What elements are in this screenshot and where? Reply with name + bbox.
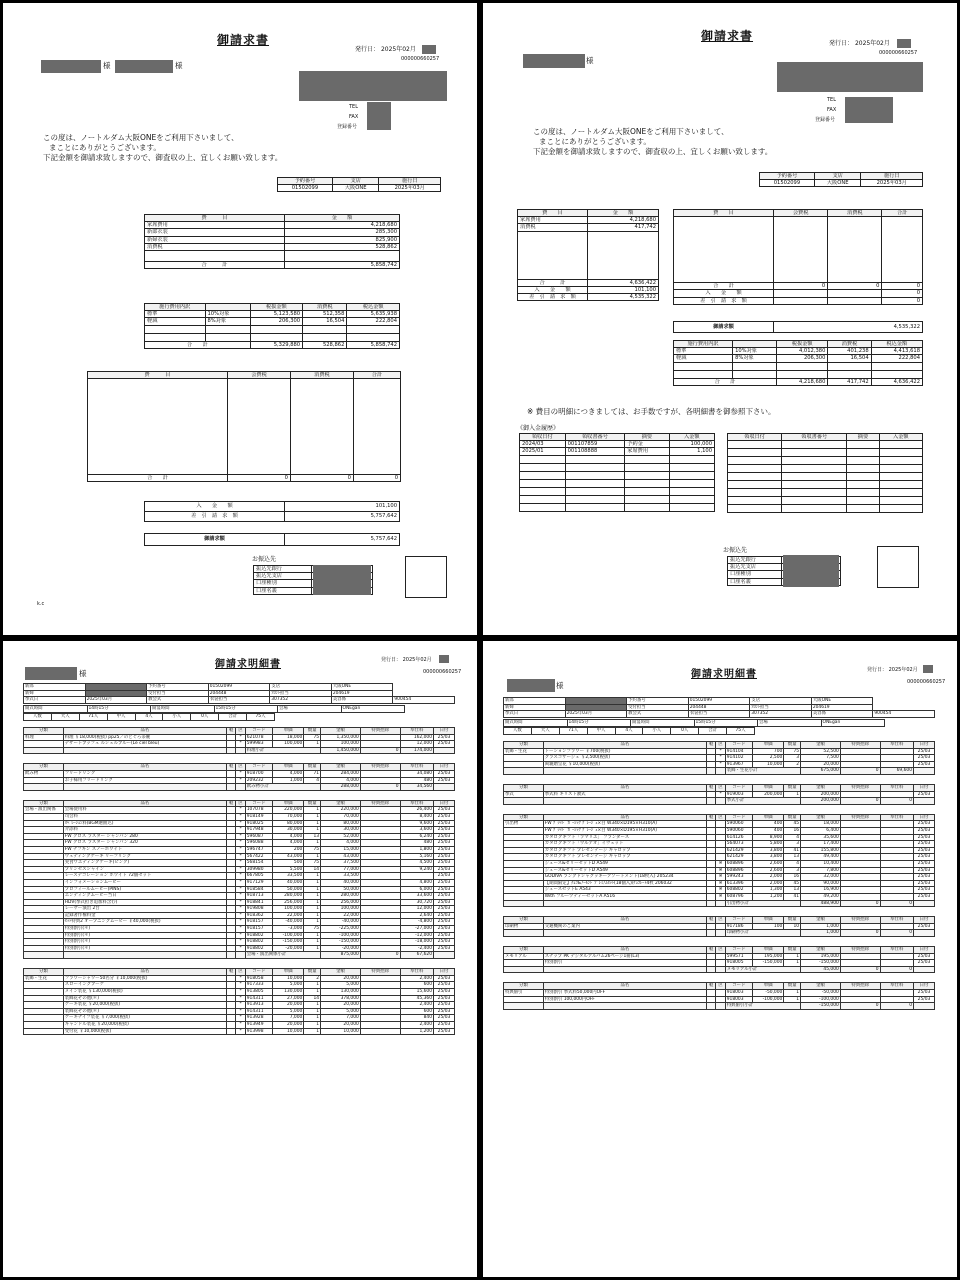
section-table: 分類 品名 軽 区 コード 単価 数量 金額 特典控除 奉仕料 日付 印刷物 交通機関のご案内 917186 100 10 1,000 25/03 印刷物小計 1,000 0 0 xyxy=(503,916,935,937)
tax-breakdown-table: 施行費用内訳 税抜金額 消費税 税込金額 標準 10%対象 5,123,580 512,358 5,635,938 軽減 8%対象 206,300 16,504 222,804 合 計 5,329,880 528,862 5,858,742 xyxy=(144,303,400,349)
table-row: カタログギフト「ラマリエ」 フランダース 614126 8,900 4 35,600 25/03 xyxy=(504,834,935,841)
time-table: 開式時間 14時15分 開宴時間 15時15分 会場 ONEgan xyxy=(503,719,885,727)
cost-table-left: 費 目 金 額 家席費用 4,218,680 消費税 417,742 合 計 4,636,422 入 金 額 101,100 差 引 請 求 額 4,535,322 xyxy=(517,209,659,301)
table-row: 引出物 FW ｸﾞﾗｲﾄﾞ ｶﾞｰｼｯｸ ｸﾞﾚｰｼﾞｭ×白 W340×D195×H310(A) 590060 400 45 18,000 25/03 xyxy=(504,821,935,828)
table-row: GODIVA ラングドシャクッキーアソートメント(18枚入) 205234 ※ 599243 2,000 16 32,000 25/03 xyxy=(504,874,935,881)
section-table: 分類 品名 軽 区 コード 単価 数量 金額 特典控除 奉仕料 日付 装飾・生花 フラワーシャワー50名分 ￥10,000(税抜) * 918058 10,000 2 20,000 2,400 25/03 スローイングブーケ * 917333 5,000 1 5,000 600 25/03 メイン装花 ￥130,000(税抜) * 913805 130,000 1 130,000 15,600 25/03 装飾花その他(＊) * 914311 27,000 14 378,000 45,360 25/03 ケーキ装花 ￥20,000(税抜) * 913913 20,000 1 20,000 2,400 25/03 装飾花その他(＊) * 914311 5,000 1 5,000 600 25/03 ケーキナイフ装花 ￥7,000(税抜) * 913928 7,000 1 7,000 840 25/03 キャンドル装花 ￥20,000(税抜) * 913949 20,000 1 20,000 2,400 25/03 受付花 ￥10,000(税抜) * 913998 10,000 1 10,000 1,200 25/03 xyxy=(23,968,455,1035)
page4-doc-no: 000000660257 xyxy=(907,679,946,685)
history-title: 《御入金履歴》 xyxy=(517,425,560,432)
fax-label: FAX xyxy=(349,114,359,120)
redaction xyxy=(523,54,585,68)
table-row: スローイングブーケ * 917333 5,000 1 5,000 600 25/03 xyxy=(24,982,455,989)
page2-doc-no: 000000660257 xyxy=(879,50,918,56)
table-row: エンディングムービー当日 * 918713 280,000 1 280,000 33,600 25/03 xyxy=(24,893,455,900)
addressee-suffix: 様 xyxy=(586,56,594,65)
table-row: ｾｯﾄ特典2 オープニングムービー ￥40,000(税抜) * 918157 -40,000 1 -40,000 -4,800 25/03 xyxy=(24,919,455,926)
table-row: 装飾花その他(＊) * 914311 27,000 14 378,000 45,360 25/03 xyxy=(24,995,455,1002)
guest-table: 人数 大人 71人 中人 4人 小人 0人 合計 75人 xyxy=(23,713,275,721)
table-row: FW クロス ラスター シャンパン 320 * 596088 4,000 1 4,000 480 25/03 xyxy=(24,840,455,847)
table-row: 挙式 挙式料 キリスト教式 * 919003 200,000 1 200,000 25/03 xyxy=(504,791,935,798)
statement-page-2 xyxy=(483,641,957,1277)
table-row: お子様用フリードリンク * 209232 1,000 4 4,000 480 25/03 xyxy=(24,777,455,784)
table-row: ｵﾍﾟﾚｰｼｮﾝ料(BGM選曲込) * 918025 80,000 1 80,000 9,600 25/03 xyxy=(24,820,455,827)
guest-table: 人数 大人 71人 中人 4人 小人 0人 合計 75人 xyxy=(503,727,755,735)
table-row: 司会料 * 918149 70,000 1 70,000 8,400 25/03 xyxy=(24,813,455,820)
redaction xyxy=(299,71,447,101)
reg-label: 登録番号 xyxy=(815,117,836,123)
page1-title: 御請求書 xyxy=(217,33,270,47)
table-row: レースデコレーション ホワイト 72個セット * 667805 33,500 1 33,500 25/03 xyxy=(24,873,455,880)
reference-table: 予約番号 支店 施行日 01502099 大阪ONE 2025年03月 xyxy=(277,177,441,192)
page4-title: 御請求明細書 xyxy=(691,669,757,680)
redaction xyxy=(439,655,449,663)
page3-title: 御請求明細書 xyxy=(215,659,281,670)
table-row: 料理 料理 ￥18,000(税抜) pp25／のどぐろ茶碗 * 621078 18,000 75 1,350,000 162,000 25/03 xyxy=(24,734,455,741)
table-row: With フルーツティーセットA A516 ※ 608796 1,200 41 49,200 25/03 xyxy=(504,893,935,900)
info-table: 新郎 予約番号 01502099 支店 大阪ONE 新婦 受付担当 204448 ﾌﾛﾝﾄ担当 204619 挙式日 2025年03月 教会式 衣裳担当 307352 美容係 900454 xyxy=(503,697,935,718)
time-table: 開式時間 14時15分 開宴時間 15時15分 会場 ONEgan xyxy=(23,705,405,713)
table-row: プリンセスシャイン * 309980 5,500 14 77,000 9,240 25/03 xyxy=(24,866,455,873)
page3-issue: 発行日： 2025年02月 xyxy=(381,657,432,663)
redaction xyxy=(783,555,839,587)
table-row: レーザー演出 2台 * 919808 100,000 1 100,000 12,000 25/03 xyxy=(24,906,455,913)
section-table: 分類 品名 軽 区 コード 単価 数量 金額 特典控除 奉仕料 日付 料理 料理 ￥18,000(税抜) pp25／のどぐろ茶碗 * 621078 18,000 75 1,350,000 162,000 25/03 デザートブッフェ ルシェルブルー(Le ciel bleu) * 599983 100,000 1 100,000 12,000 25/03 料理小計 1,450,000 0 174,000 xyxy=(23,727,455,754)
table-row: FW ｸﾞﾗｲﾄﾞ ｶﾞｰｼｯｸ ｸﾞﾚｰｼﾞｭ×白 W340×D195×H310(A) 590060 400 16 6,400 25/03 xyxy=(504,827,935,834)
tel-label: TEL xyxy=(349,104,358,110)
statement-page-1 xyxy=(3,641,477,1277)
fee-table: 費 目 会費税 消費税 合計 合 計 0 0 0 xyxy=(87,371,401,482)
invoice-page-1 xyxy=(3,3,477,635)
section-table: 分類 品名 軽 区 コード 単価 数量 金額 特典控除 奉仕料 日付 装飾・生花 トーションフラワー ￥700(税抜) * 914104 700 75 52,500 25/03 グラスコサージュ ￥2,500(税抜) * 914102 2,500 3 7,500 25/03 両親贈呈花 ￥10,000(税抜) * 913967 10,000 2 20,000 25/03 装飾・生花小計 675,000 0 69,600 xyxy=(503,741,935,775)
table-row: キャンドル装花 ￥20,000(税抜) * 913949 20,000 1 20,000 2,400 25/03 xyxy=(24,1021,455,1028)
reference-table: 予約番号 支店 施行日 01502099 大阪ONE 2025年03月 xyxy=(759,172,923,187)
seal-box xyxy=(405,556,447,598)
final-amount-table: 御請求額 5,757,642 xyxy=(144,533,400,546)
section-table: 分類 品名 軽 区 コード 単価 数量 金額 特典控除 奉仕料 日付 挙式 挙式料 キリスト教式 * 919003 200,000 1 200,000 25/03 挙式小計 200,000 0 0 xyxy=(503,784,935,805)
table-row: 特別割引(＊) * 918157 -3,000 75 -225,000 -27,000 25/03 xyxy=(24,926,455,933)
bank-table: 振込先銀行 振込先支店 口座種別 口座名義 xyxy=(727,556,841,586)
page3-doc-no: 000000660257 xyxy=(423,669,462,675)
redaction xyxy=(507,679,555,692)
redaction xyxy=(777,62,923,92)
table-row: メイン装花 ￥130,000(税抜) * 913805 130,000 1 130,000 15,600 25/03 xyxy=(24,988,455,995)
history-table-left: 領収日付 領収書番号 摘要 入金額 2024/03 001107859 予約金 100,000 2025/01 001108888 家席費用 1,100 xyxy=(519,433,715,512)
redaction xyxy=(923,665,933,673)
tel-label: TEL xyxy=(827,97,836,103)
table-row: 両親贈呈花 ￥10,000(税抜) * 913967 10,000 2 20,000 25/03 xyxy=(504,761,935,768)
bank-title: お振込先 xyxy=(723,547,748,554)
section-table: 分類 品名 軽 区 コード 単価 数量 金額 特典控除 奉仕料 日付 飲み物 フリードリンク * 918700 4,000 71 284,000 34,080 25/03 お子様用フリードリンク * 209232 1,000 4 4,000 480 25/03 飲み物小計 288,000 0 34,560 xyxy=(23,763,455,790)
table-row: カタログギフト プレゼンテージ ギャロップ 621429 3,800 41 155,800 25/03 xyxy=(504,847,935,854)
table-row: グラスコサージュ ￥2,500(税抜) * 914102 2,500 3 7,500 25/03 xyxy=(504,755,935,762)
section-table: 分類 品名 軽 区 コード 単価 数量 金額 特典控除 奉仕料 日付 メモリアル スナップ PK デジタルアルバム26ページ1冊(L3) 599571 195,000 1 195,000 25/03 特別割引 918005 -150,000 1 -150,000 25/03 メモリアル小計 45,000 0 0 xyxy=(503,946,935,973)
redaction xyxy=(422,45,436,54)
table-row: カタログギフト「ウルアオ」イヴェット 564073 5,800 3 17,400 25/03 xyxy=(504,841,935,848)
table-row: 特別割引(＊) * 918802 -20,000 1 -20,000 -2,400 25/03 xyxy=(24,945,455,952)
table-row: メモリアル スナップ PK デジタルアルバム26ページ1冊(L3) 599571 195,000 1 195,000 25/03 xyxy=(504,953,935,960)
table-row: FW クロス ラスター シャンパン 280 * 596087 4,000 13 52,000 6,240 25/03 xyxy=(24,833,455,840)
reg-label: 登録番号 xyxy=(337,124,358,130)
note: ※ 費目の明細につきましては、お手数ですが、各明細書を御参照下さい。 xyxy=(527,407,776,416)
table-row: 装飾・生花 フラワーシャワー50名分 ￥10,000(税抜) * 918058 10,000 2 20,000 2,400 25/03 xyxy=(24,975,455,982)
redaction xyxy=(845,97,893,123)
section-table: 分類 品名 軽 区 コード 単価 数量 金額 特典控除 奉仕料 日付 引出物 FW ｸﾞﾗｲﾄﾞ ｶﾞｰｼｯｸ ｸﾞﾚｰｼﾞｭ×白 W340×D195×H310(A) 590060 400 45 18,000 25/03 FW ｸﾞﾗｲﾄﾞ ｶﾞｰｼｯｸ ｸﾞﾚｰｼﾞｭ×白 W340×D195×H310(A) 590060 400 16 6,400 25/03 カタログギフト「ラマリエ」 フランダース 614126 8,900 4 35,600 25/03 カタログギフト「ウルアオ」イヴェット 564073 5,800 3 17,400 25/03 カタログギフト プレゼンテージ ギャロップ 621429 3,800 41 155,800 25/03 カタログギフト プレゼンテージ ギャロップ 621429 3,800 13 49,400 25/03 ジュース&ゼリーセットD A549 ※ 608896 2,600 4 10,400 25/03 ジュース&ゼリーセットD A549 ※ 608896 2,600 3 7,800 25/03 GODIVA ラングドシャクッキーアソートメント(18枚入) 205234 ※ 599243 2,000 16 32,000 25/03 【期間限定】ﾁｮｺ&ｱｰﾓﾝﾄﾞﾌﾟﾚﾐｱﾑｾｯﾄ(18個入)/ﾁｮｺﾚｰﾄ4枚 206032 ※ 613396 2,000 45 90,000 25/03 ジュースセットE A543 ※ 608802 1,300 13 16,900 25/03 With フルーツティーセットA A516 ※ 608796 1,200 41 49,200 25/03 引出物小計 488,900 0 0 xyxy=(503,814,935,907)
table-row: 特別割引 918005 -150,000 1 -150,000 25/03 xyxy=(504,960,935,967)
redaction xyxy=(367,102,391,130)
redaction xyxy=(897,39,911,48)
payment-table: 入 金 額 101,100 差 引 請 求 額 5,757,642 xyxy=(144,501,400,522)
table-row: インフォメーションムービー * 917129 40,000 1 40,000 4,800 25/03 xyxy=(24,879,455,886)
table-row: 記録著作権料金 * 918362 22,000 1 22,000 2,640 25/03 xyxy=(24,912,455,919)
redaction xyxy=(115,60,173,73)
table-row: 飲み物 フリードリンク * 918700 4,000 71 284,000 34,080 25/03 xyxy=(24,770,455,777)
table-row: ジュース&ゼリーセットD A549 ※ 608896 2,600 4 10,400 25/03 xyxy=(504,860,935,867)
table-row: ケーキ装花 ￥20,000(税抜) * 913913 20,000 1 20,000 2,400 25/03 xyxy=(24,1002,455,1009)
table-row: 特別割引 100,000円OFF 918003 -100,000 1 -100,000 25/03 xyxy=(504,996,935,1003)
redaction xyxy=(313,565,371,595)
table-row: 特別割引(＊) * 918802 -150,000 1 -150,000 -18,000 25/03 xyxy=(24,939,455,946)
bank-title: お振込先 xyxy=(252,556,277,563)
table-row: HDV(挙式担き追加料含む) * 918841 256,000 1 256,000 30,720 25/03 xyxy=(24,899,455,906)
addressee-suffix: 様 xyxy=(79,669,87,678)
redaction xyxy=(41,60,101,73)
table-row: 特別割引(＊) * 918802 -100,000 1 -100,000 -12,000 25/03 xyxy=(24,932,455,939)
section-table: 分類 品名 軽 区 コード 単価 数量 金額 特典控除 奉仕料 日付 特典値引 特別割引 挙式料50,000円OFF 918003 -50,000 1 -50,000 25/03 特別割引 100,000円OFF 918003 -100,000 1 -100,000 25/03 特典値引小計 -150,000 0 0 xyxy=(503,982,935,1009)
table-row: 介添料 * 917948 30,000 1 30,000 3,600 25/03 xyxy=(24,827,455,834)
bank-table: 振込先銀行 振込先支店 口座種別 口座名義 xyxy=(253,565,373,595)
table-row: 実食ウエディングケーキ(ピンク) * 568154 500 75 37,500 4,500 25/03 xyxy=(24,860,455,867)
table-row: プロフィールムービー(PINS) * 918584 50,000 1 50,000 6,000 25/03 xyxy=(24,886,455,893)
info-table: 新郎 予約番号 01502099 支店 大阪ONE 新婦 受付担当 204448 ﾌﾛﾝﾄ担当 204619 挙式日 2025年03月 教会式 衣裳担当 307352 美容係 900454 xyxy=(23,683,455,704)
table-row: カタログギフト プレゼンテージ ギャロップ 621429 3,800 13 49,400 25/03 xyxy=(504,854,935,861)
greeting: この度は、ノートルダム大阪ONEをご利用下さいまして、 まことにありがとうございます。 下記金額を御請求致しますので、御査収の上、宜しくお願い致します。 xyxy=(43,133,283,162)
section-table: 分類 品名 軽 区 コード 単価 数量 金額 特典控除 奉仕料 日付 会場・演出関係 会場使用料 * 107078 220,000 1 220,000 26,400 25/03 司会料 * 918149 70,000 1 70,000 8,400 25/03 ｵﾍﾟﾚｰｼｮﾝ料(BGM選曲込) * 918025 80,000 1 80,000 9,600 25/03 介添料 * 917948 30,000 1 30,000 3,600 25/03 FW クロス ラスター シャンパン 280 * 596087 4,000 13 52,000 6,240 25/03 FW クロス ラスター シャンパン 320 * 596088 4,000 1 4,000 480 25/03 FW ナフキン スノーホワイト * 596747 200 75 15,000 1,800 25/03 ウェディングケーキ リーフリング * 567422 43,000 1 43,000 5,160 25/03 実食ウエディングケーキ(ピンク) * 568154 500 75 37,500 4,500 25/03 プリンセスシャイン * 309980 5,500 14 77,000 9,240 25/03 レースデコレーション ホワイト 72個セット * 667805 33,500 1 33,500 25/03 インフォメーションムービー * 917129 40,000 1 40,000 4,800 25/03 プロフィールムービー(PINS) * 918584 50,000 1 50,000 6,000 25/03 エンディングムービー当日 * 918713 280,000 1 280,000 33,600 25/03 HDV(挙式担き追加料含む) * 918841 256,000 1 256,000 30,720 25/03 レーザー演出 2台 * 919808 100,000 1 100,000 12,000 25/03 記録著作権料金 * 918362 22,000 1 22,000 2,640 25/03 ｾｯﾄ特典2 オープニングムービー ￥40,000(税抜) * 918157 -40,000 1 -40,000 -4,800 25/03 特別割引(＊) * 918157 -3,000 75 -225,000 -27,000 25/03 特別割引(＊) * 918802 -100,000 1 -100,000 -12,000 25/03 特別割引(＊) * 918802 -150,000 1 -150,000 -18,000 25/03 特別割引(＊) * 918802 -20,000 1 -20,000 -2,400 25/03 会場・演出関係小計 875,000 0 67,620 xyxy=(23,800,455,959)
table-row: 会場・演出関係 会場使用料 * 107078 220,000 1 220,000 26,400 25/03 xyxy=(24,807,455,814)
table-row: 印刷物 交通機関のご案内 917186 100 10 1,000 25/03 xyxy=(504,923,935,930)
table-row: FW ナフキン スノーホワイト * 596747 200 75 15,000 1,800 25/03 xyxy=(24,846,455,853)
table-row: ジュース&ゼリーセットD A549 ※ 608896 2,600 3 7,800 25/03 xyxy=(504,867,935,874)
addressee-suffix: 様 xyxy=(103,61,111,70)
table-row: ウェディングケーキ リーフリング * 567422 43,000 1 43,000 5,160 25/03 xyxy=(24,853,455,860)
invoice-page-2 xyxy=(483,3,957,635)
greeting: この度は、ノートルダム大阪ONEをご利用下さいまして、 まことにありがとうございます。 下記金額を御請求致しますので、御査収の上、宜しくお願い致します。 xyxy=(533,127,773,156)
page1-doc-no: 000000660257 xyxy=(401,56,440,62)
table-row: 装飾・生花 トーションフラワー ￥700(税抜) * 914104 700 75 52,500 25/03 xyxy=(504,748,935,755)
page2-title: 御請求書 xyxy=(701,29,754,43)
seal-box xyxy=(877,546,919,588)
page2-issue: 発行日： 2025年02月 xyxy=(829,40,890,47)
cost-table: 費 目 金 額 家席費用 4,218,680 新郎衣装 285,300 新婦衣装 825,900 消費税 528,862 合 計 5,858,742 xyxy=(144,214,400,269)
footer-mark: k.c xyxy=(37,601,45,607)
redaction xyxy=(25,667,77,680)
tax-breakdown-table: 施行費用内訳 税抜金額 消費税 税込金額 標準 10%対象 4,012,380 401,238 4,413,618 軽減 8%対象 206,300 16,504 222,804 合 計 4,218,680 417,742 4,636,422 xyxy=(673,340,923,386)
table-row: 受付花 ￥10,000(税抜) * 913998 10,000 1 10,000 1,200 25/03 xyxy=(24,1028,455,1035)
addressee-suffix: 様 xyxy=(175,61,183,70)
fax-label: FAX xyxy=(827,107,837,113)
table-row: 特典値引 特別割引 挙式料50,000円OFF 918003 -50,000 1 -50,000 25/03 xyxy=(504,989,935,996)
page4-issue: 発行日： 2025年02月 xyxy=(867,667,918,673)
table-row: デザートブッフェ ルシェルブルー(Le ciel bleu) * 599983 100,000 1 100,000 12,000 25/03 xyxy=(24,741,455,748)
history-table-right: 領収日付 領収書番号 摘要 入金額 xyxy=(727,433,923,513)
table-row: 【期間限定】ﾁｮｺ&ｱｰﾓﾝﾄﾞﾌﾟﾚﾐｱﾑｾｯﾄ(18個入)/ﾁｮｺﾚｰﾄ4枚 206032 ※ 613396 2,000 45 90,000 25/03 xyxy=(504,880,935,887)
table-row: 装飾花その他(＊) * 914311 5,000 1 5,000 600 25/03 xyxy=(24,1008,455,1015)
page1-issue: 発行日： 2025年02月 xyxy=(355,46,416,53)
table-row: ケーキナイフ装花 ￥7,000(税抜) * 913928 7,000 1 7,000 840 25/03 xyxy=(24,1015,455,1022)
final-amount-table: 御請求額 4,535,322 xyxy=(673,321,923,333)
table-row: ジュースセットE A543 ※ 608802 1,300 13 16,900 25/03 xyxy=(504,887,935,894)
cost-table-right: 費 目 会費税 消費税 合計 合 計 0 0 0 入 金 額 0 差 引 請 求 額 0 xyxy=(673,209,923,305)
addressee-suffix: 様 xyxy=(556,681,564,690)
